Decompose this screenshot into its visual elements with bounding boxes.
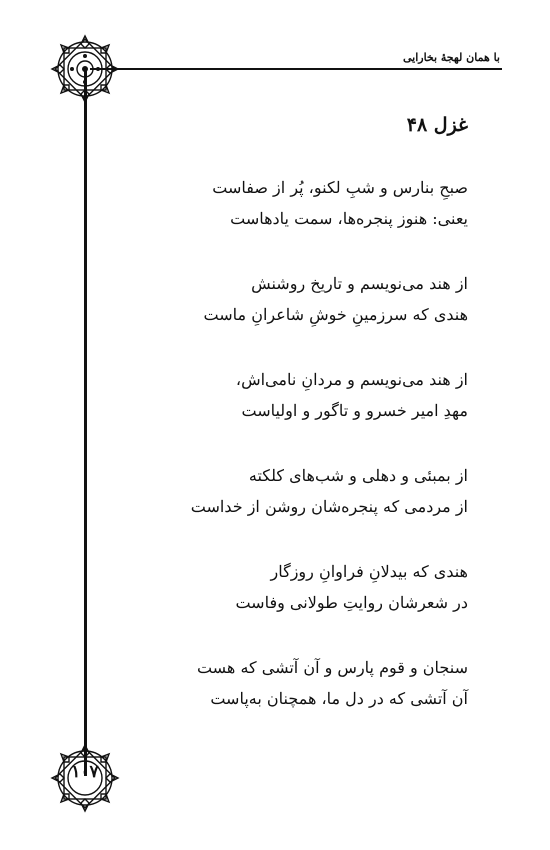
poem-title: غزل ۴۸ bbox=[406, 114, 468, 136]
verse-line: در شعرشان روایتِ طولانی وفاست bbox=[235, 593, 468, 612]
page-number: ۱۰۷ bbox=[71, 762, 99, 782]
stanza bbox=[138, 268, 468, 330]
header-rule bbox=[90, 68, 502, 70]
verse-line: سنجان و قوم پارس و آن آتشی که هست bbox=[196, 658, 468, 677]
stanza bbox=[138, 364, 468, 426]
verse-line: صبحِ بنارس و شبِ لکنو، پُر از صفاست bbox=[212, 178, 468, 197]
poem bbox=[138, 114, 468, 748]
stanza bbox=[138, 172, 468, 234]
verse-line: هندی که بیدلانِ فراوانِ روزگار bbox=[270, 562, 468, 581]
rosette-ornament-icon bbox=[50, 34, 120, 104]
verse-line: از هند می‌نویسم و تاریخ روشنش bbox=[251, 274, 468, 293]
verse-line: از هند می‌نویسم و مردانِ نامی‌اش، bbox=[235, 370, 468, 389]
verse-line: از مردمی که پنجره‌شان روشن از خداست bbox=[190, 497, 468, 516]
stanza bbox=[138, 460, 468, 522]
running-head: با همان لهجهٔ بخارایی bbox=[402, 51, 500, 64]
verse-line: یعنی: هنوز پنجره‌ها، سمت یادهاست bbox=[230, 209, 468, 228]
verse-line: آن آتشی که در دل ما، همچنان به‌پاست bbox=[210, 689, 468, 708]
margin-rule bbox=[84, 68, 87, 776]
stanza bbox=[138, 652, 468, 714]
stanza bbox=[138, 556, 468, 618]
verse-line: از بمبئی و دهلی و شب‌های کلکته bbox=[248, 466, 468, 485]
verse-line: مهدِ امیر خسرو و تاگور و اولیاست bbox=[241, 401, 468, 420]
verse-line: هندی که سرزمینِ خوشِ شاعرانِ ماست bbox=[203, 305, 468, 324]
